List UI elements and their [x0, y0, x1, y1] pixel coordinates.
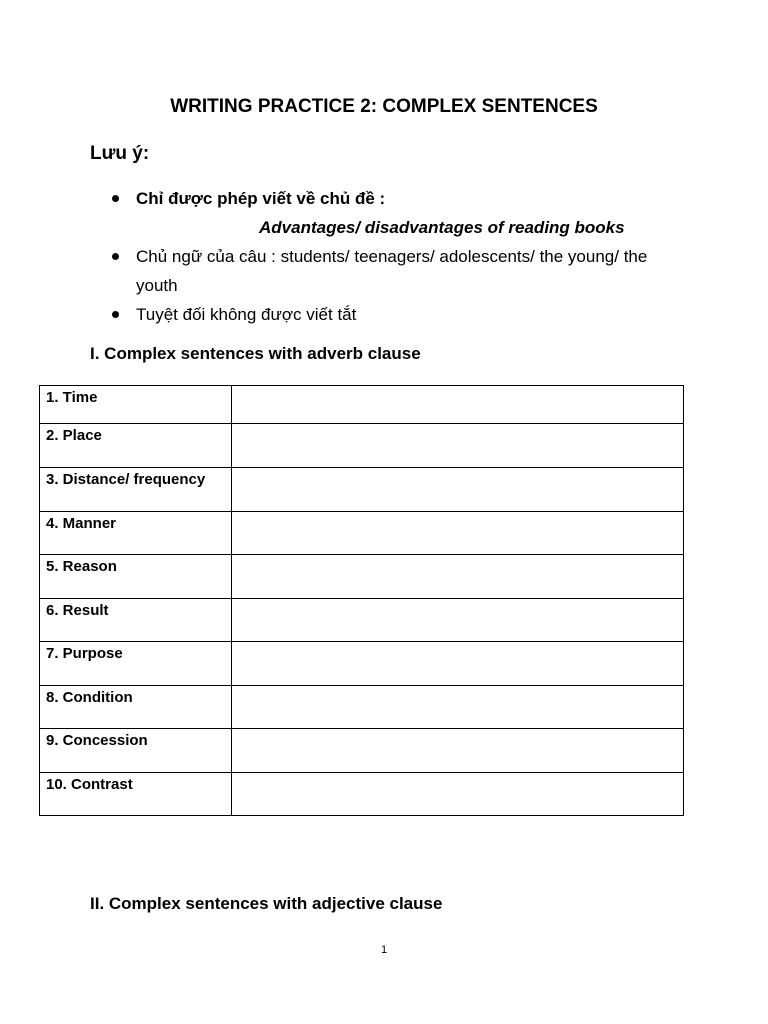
- table-row: [40, 642, 684, 686]
- table-row: [40, 686, 684, 729]
- table-row: [40, 729, 684, 773]
- answer-cell[interactable]: [232, 468, 684, 512]
- row-label: 4. Manner: [40, 512, 232, 555]
- row-label: 8. Condition: [40, 686, 232, 729]
- table-row: [40, 773, 684, 816]
- answer-cell[interactable]: [232, 642, 684, 686]
- bullet-icon: [112, 311, 119, 318]
- note-item: [112, 242, 692, 300]
- row-label: 1. Time: [40, 386, 232, 424]
- answer-cell[interactable]: [232, 424, 684, 468]
- note-item: [112, 184, 692, 242]
- row-label: 7. Purpose: [40, 642, 232, 686]
- page-number: 1: [380, 944, 388, 956]
- table-row: [40, 424, 684, 468]
- row-label: 5. Reason: [40, 555, 232, 599]
- answer-cell[interactable]: [232, 512, 684, 555]
- notes-list: [112, 184, 692, 329]
- table-row: [40, 599, 684, 642]
- row-label: 9. Concession: [40, 729, 232, 773]
- adverb-clause-table: [39, 385, 684, 816]
- section-heading-adjective-clause: II. Complex sentences with adjective clause: [90, 894, 443, 913]
- bullet-icon: [112, 195, 119, 202]
- note-text: Chủ ngữ của câu : students/ teenagers/ adolescents/ the young/ the youth: [136, 247, 648, 295]
- answer-cell[interactable]: [232, 599, 684, 642]
- note-heading: Lưu ý:: [90, 143, 150, 164]
- row-label: 10. Contrast: [40, 773, 232, 816]
- row-label: 3. Distance/ frequency: [40, 468, 232, 512]
- note-item: [112, 300, 692, 329]
- topic-text: Advantages/ disadvantages of reading books: [259, 218, 625, 237]
- answer-cell[interactable]: [232, 386, 684, 424]
- answer-cell[interactable]: [232, 555, 684, 599]
- note-text: Chỉ được phép viết về chủ đề :: [136, 189, 386, 208]
- table-row: [40, 468, 684, 512]
- document-title: WRITING PRACTICE 2: COMPLEX SENTENCES: [170, 96, 598, 117]
- bullet-icon: [112, 253, 119, 260]
- answer-cell[interactable]: [232, 686, 684, 729]
- note-text: Tuyệt đối không được viết tắt: [136, 305, 357, 324]
- answer-cell[interactable]: [232, 773, 684, 816]
- table-row: [40, 512, 684, 555]
- table-row: [40, 386, 684, 424]
- row-label: 6. Result: [40, 599, 232, 642]
- answer-cell[interactable]: [232, 729, 684, 773]
- section-heading-adverb-clause: I. Complex sentences with adverb clause: [90, 344, 421, 363]
- row-label: 2. Place: [40, 424, 232, 468]
- table-row: [40, 555, 684, 599]
